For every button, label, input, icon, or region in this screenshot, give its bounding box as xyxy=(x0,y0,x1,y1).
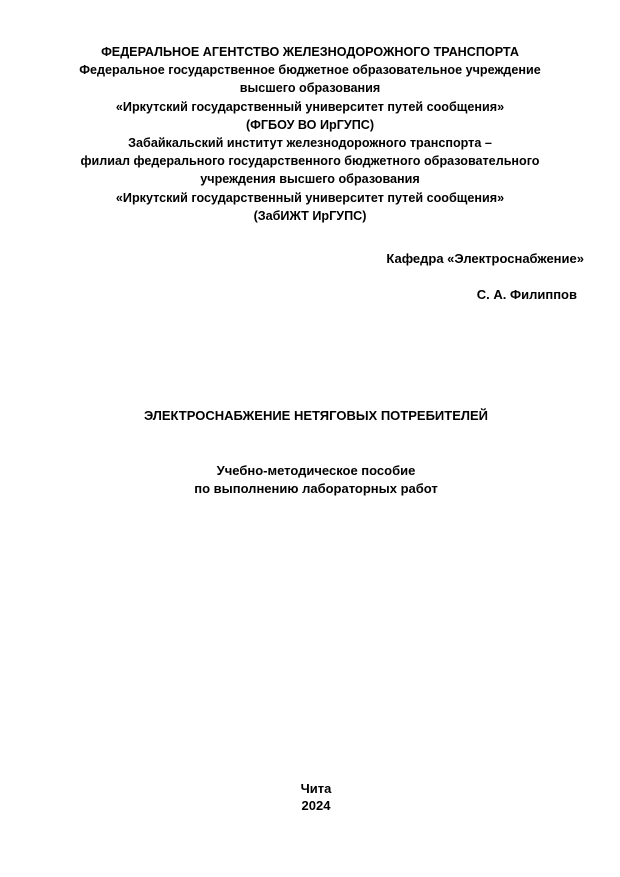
institution-type-line: Федеральное государственное бюджетное образовательное учреждение xyxy=(79,63,541,78)
branch-line: учреждения высшего образования xyxy=(200,172,420,187)
university-name: «Иркутский государственный университет путей сообщения» xyxy=(115,99,505,114)
publication-city: Чита xyxy=(300,781,332,796)
institute-abbreviation: (ЗабИЖТ ИрГУПС) xyxy=(253,208,367,223)
publication-year: 2024 xyxy=(301,798,331,813)
institution-type-line: высшего образования xyxy=(239,81,381,96)
institute-name: Забайкальский институт железнодорожного транспорта – xyxy=(128,136,492,151)
subtitle-line: по выполнению лабораторных работ xyxy=(194,481,438,496)
institution-header xyxy=(40,43,580,225)
subtitle-line: Учебно-методическое пособие xyxy=(216,463,416,478)
agency-name: ФЕДЕРАЛЬНОЕ АГЕНТСТВО ЖЕЛЕЗНОДОРОЖНОГО ТРАНСПОРТА xyxy=(101,45,519,59)
branch-line: филиал федерального государственного бюджетного образовательного xyxy=(80,154,540,169)
document-subtitle xyxy=(0,462,620,498)
department-name: Кафедра «Электроснабжение» xyxy=(386,251,584,266)
author-name: С. А. Филиппов xyxy=(476,287,577,302)
university-name: «Иркутский государственный университет путей сообщения» xyxy=(115,190,505,205)
university-abbreviation: (ФГБОУ ВО ИрГУПС) xyxy=(245,117,375,132)
publication-info xyxy=(0,780,620,814)
document-title: ЭЛЕКТРОСНАБЖЕНИЕ НЕТЯГОВЫХ ПОТРЕБИТЕЛЕЙ xyxy=(143,408,489,423)
